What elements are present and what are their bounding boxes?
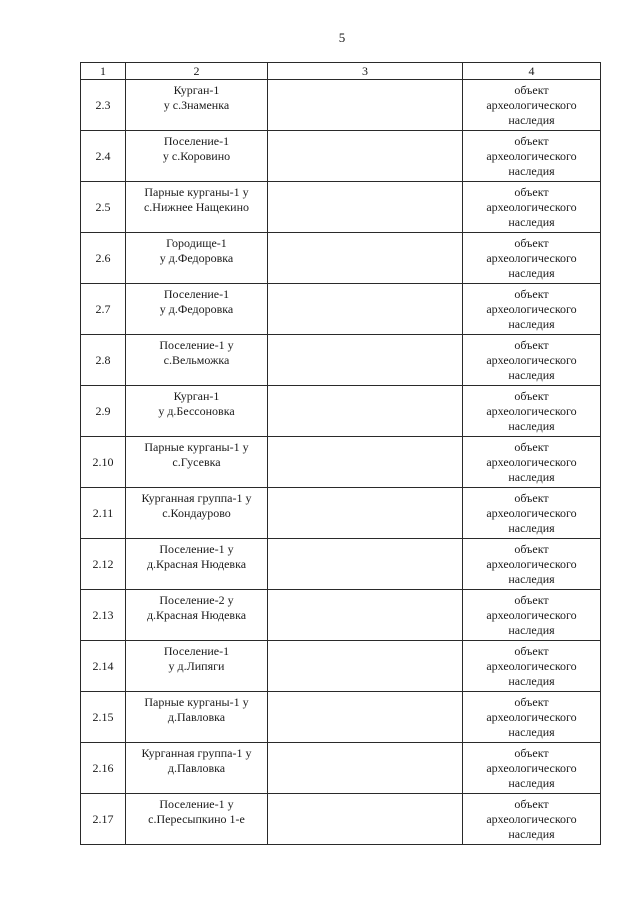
category: [465, 590, 598, 638]
site-name-line: Поселение-1: [163, 287, 230, 301]
site-location-line: д.Павловка: [167, 761, 226, 775]
header-col-1: 1: [81, 63, 126, 80]
header-col-2: 2: [126, 63, 268, 80]
category-line: объект: [514, 185, 549, 199]
table-header-row: [81, 63, 601, 80]
column-3-cell: [268, 641, 463, 692]
category-line: археологического: [486, 149, 577, 163]
category-line: археологического: [486, 557, 577, 571]
table-row: [81, 692, 601, 743]
site-name-cell: [126, 182, 268, 233]
category-line: археологического: [486, 659, 577, 673]
category-line: объект: [514, 389, 549, 403]
category-line: объект: [514, 491, 549, 505]
category-cell: [463, 182, 601, 233]
category-cell: [463, 335, 601, 386]
site-name-cell: [126, 80, 268, 131]
category-line: наследия: [508, 674, 555, 688]
site-name: [128, 182, 265, 215]
row-number: 2.3: [81, 80, 126, 131]
category-line: археологического: [486, 608, 577, 622]
row-number: 2.17: [81, 794, 126, 845]
table-row: [81, 488, 601, 539]
site-name: [128, 488, 265, 521]
table-row: [81, 539, 601, 590]
table-row: [81, 641, 601, 692]
site-location-line: д.Красная Нюдевка: [146, 557, 247, 571]
table-row: [81, 80, 601, 131]
category-cell: [463, 386, 601, 437]
category: [465, 437, 598, 485]
table-row: [81, 233, 601, 284]
category-line: археологического: [486, 455, 577, 469]
site-name-line: Поселение-1 у: [159, 338, 234, 352]
page-number: 5: [338, 30, 346, 45]
row-number: 2.9: [81, 386, 126, 437]
header-col-4: 4: [463, 63, 601, 80]
table-row: [81, 131, 601, 182]
site-name-cell: [126, 539, 268, 590]
category-cell: [463, 437, 601, 488]
category-line: наследия: [508, 113, 555, 127]
site-name-line: Поселение-1 у: [159, 542, 234, 556]
category-cell: [463, 692, 601, 743]
site-name-cell: [126, 335, 268, 386]
category-line: наследия: [508, 572, 555, 586]
column-3-cell: [268, 794, 463, 845]
site-location-line: у д.Федоровка: [159, 302, 234, 316]
site-name-line: Парные курганы-1 у: [144, 695, 249, 709]
site-location-line: с.Пересыпкино 1-е: [148, 812, 245, 826]
category-cell: [463, 233, 601, 284]
category-cell: [463, 80, 601, 131]
category: [465, 488, 598, 536]
column-3-cell: [268, 131, 463, 182]
site-name-cell: [126, 386, 268, 437]
category-line: объект: [514, 746, 549, 760]
table-row: [81, 590, 601, 641]
category-line: объект: [514, 644, 549, 658]
category-line: археологического: [486, 812, 577, 826]
site-location-line: с.Вельможка: [163, 353, 230, 367]
category-cell: [463, 539, 601, 590]
category-line: объект: [514, 338, 549, 352]
category-line: наследия: [508, 623, 555, 637]
category-line: объект: [514, 695, 549, 709]
category-line: наследия: [508, 215, 555, 229]
site-location-line: у с.Знаменка: [163, 98, 230, 112]
site-name: [128, 590, 265, 623]
site-name-line: Парные курганы-1 у: [144, 440, 249, 454]
row-number: 2.6: [81, 233, 126, 284]
category-line: наследия: [508, 164, 555, 178]
site-name-line: Курганная группа-1 у: [141, 491, 252, 505]
category: [465, 182, 598, 230]
category-line: наследия: [508, 266, 555, 280]
category-line: объект: [514, 134, 549, 148]
category-line: археологического: [486, 200, 577, 214]
category: [465, 692, 598, 740]
site-name: [128, 233, 265, 266]
category-line: наследия: [508, 470, 555, 484]
site-name-cell: [126, 488, 268, 539]
column-3-cell: [268, 386, 463, 437]
site-name-line: Курганная группа-1 у: [141, 746, 252, 760]
table-row: [81, 743, 601, 794]
site-name-cell: [126, 131, 268, 182]
category-line: объект: [514, 287, 549, 301]
category: [465, 641, 598, 689]
category-line: объект: [514, 797, 549, 811]
category-line: объект: [514, 593, 549, 607]
category: [465, 794, 598, 842]
site-name-cell: [126, 437, 268, 488]
category: [465, 539, 598, 587]
category-line: археологического: [486, 98, 577, 112]
site-name: [128, 692, 265, 725]
site-name: [128, 284, 265, 317]
site-name: [128, 539, 265, 572]
row-number: 2.11: [81, 488, 126, 539]
category-line: археологического: [486, 506, 577, 520]
category-cell: [463, 488, 601, 539]
column-3-cell: [268, 284, 463, 335]
table-row: [81, 284, 601, 335]
column-3-cell: [268, 335, 463, 386]
site-location-line: с.Кондаурово: [162, 506, 231, 520]
category: [465, 131, 598, 179]
site-location-line: у д.Бессоновка: [158, 404, 235, 418]
site-name-line: Городище-1: [166, 236, 227, 250]
column-3-cell: [268, 233, 463, 284]
site-name: [128, 743, 265, 776]
row-number: 2.8: [81, 335, 126, 386]
table-row: [81, 182, 601, 233]
table-row: [81, 794, 601, 845]
row-number: 2.7: [81, 284, 126, 335]
row-number: 2.5: [81, 182, 126, 233]
site-name-line: Курган-1: [173, 389, 220, 403]
site-name: [128, 641, 265, 674]
category-line: объект: [514, 83, 549, 97]
site-location-line: у д.Федоровка: [159, 251, 234, 265]
category-cell: [463, 641, 601, 692]
category-cell: [463, 284, 601, 335]
category-line: археологического: [486, 710, 577, 724]
category-cell: [463, 794, 601, 845]
header-col-3: 3: [268, 63, 463, 80]
site-name: [128, 335, 265, 368]
column-3-cell: [268, 182, 463, 233]
category: [465, 335, 598, 383]
column-3-cell: [268, 437, 463, 488]
row-number: 2.4: [81, 131, 126, 182]
row-number: 2.13: [81, 590, 126, 641]
category-line: наследия: [508, 521, 555, 535]
site-name: [128, 386, 265, 419]
site-location-line: у д.Липяги: [168, 659, 225, 673]
site-location-line: у с.Коровино: [162, 149, 231, 163]
site-name: [128, 437, 265, 470]
column-3-cell: [268, 539, 463, 590]
table-body: [81, 80, 601, 845]
category-line: объект: [514, 440, 549, 454]
site-name-line: Поселение-1: [163, 134, 230, 148]
site-location-line: с.Гусевка: [172, 455, 221, 469]
site-name-cell: [126, 794, 268, 845]
column-3-cell: [268, 590, 463, 641]
row-number: 2.15: [81, 692, 126, 743]
category: [465, 233, 598, 281]
site-name-cell: [126, 590, 268, 641]
site-name-cell: [126, 641, 268, 692]
site-name-line: Парные курганы-1 у: [144, 185, 249, 199]
category-line: наследия: [508, 317, 555, 331]
category-line: объект: [514, 542, 549, 556]
site-name: [128, 131, 265, 164]
category-line: наследия: [508, 419, 555, 433]
row-number: 2.10: [81, 437, 126, 488]
column-3-cell: [268, 743, 463, 794]
site-name-line: Курган-1: [173, 83, 220, 97]
category: [465, 743, 598, 791]
table-row: [81, 335, 601, 386]
category-line: наследия: [508, 776, 555, 790]
site-location-line: д.Павловка: [167, 710, 226, 724]
category-line: наследия: [508, 725, 555, 739]
site-location-line: с.Нижнее Нащекино: [143, 200, 249, 214]
category-cell: [463, 743, 601, 794]
site-name: [128, 80, 265, 113]
row-number: 2.12: [81, 539, 126, 590]
category-line: наследия: [508, 827, 555, 841]
column-3-cell: [268, 80, 463, 131]
category-line: археологического: [486, 251, 577, 265]
category-line: археологического: [486, 404, 577, 418]
site-name-cell: [126, 284, 268, 335]
row-number: 2.16: [81, 743, 126, 794]
column-3-cell: [268, 488, 463, 539]
site-name-line: Поселение-2 у: [159, 593, 234, 607]
category: [465, 386, 598, 434]
category-line: наследия: [508, 368, 555, 382]
site-location-line: д.Красная Нюдевка: [146, 608, 247, 622]
category-cell: [463, 131, 601, 182]
category-line: археологического: [486, 353, 577, 367]
site-name-line: Поселение-1 у: [159, 797, 234, 811]
category-cell: [463, 590, 601, 641]
category-line: археологического: [486, 761, 577, 775]
site-name: [128, 794, 265, 827]
category-line: объект: [514, 236, 549, 250]
heritage-sites-table: [80, 62, 601, 845]
category: [465, 80, 598, 128]
category-line: археологического: [486, 302, 577, 316]
column-3-cell: [268, 692, 463, 743]
site-name-cell: [126, 743, 268, 794]
row-number: 2.14: [81, 641, 126, 692]
table-row: [81, 386, 601, 437]
table-row: [81, 437, 601, 488]
site-name-cell: [126, 233, 268, 284]
category: [465, 284, 598, 332]
site-name-line: Поселение-1: [163, 644, 230, 658]
site-name-cell: [126, 692, 268, 743]
